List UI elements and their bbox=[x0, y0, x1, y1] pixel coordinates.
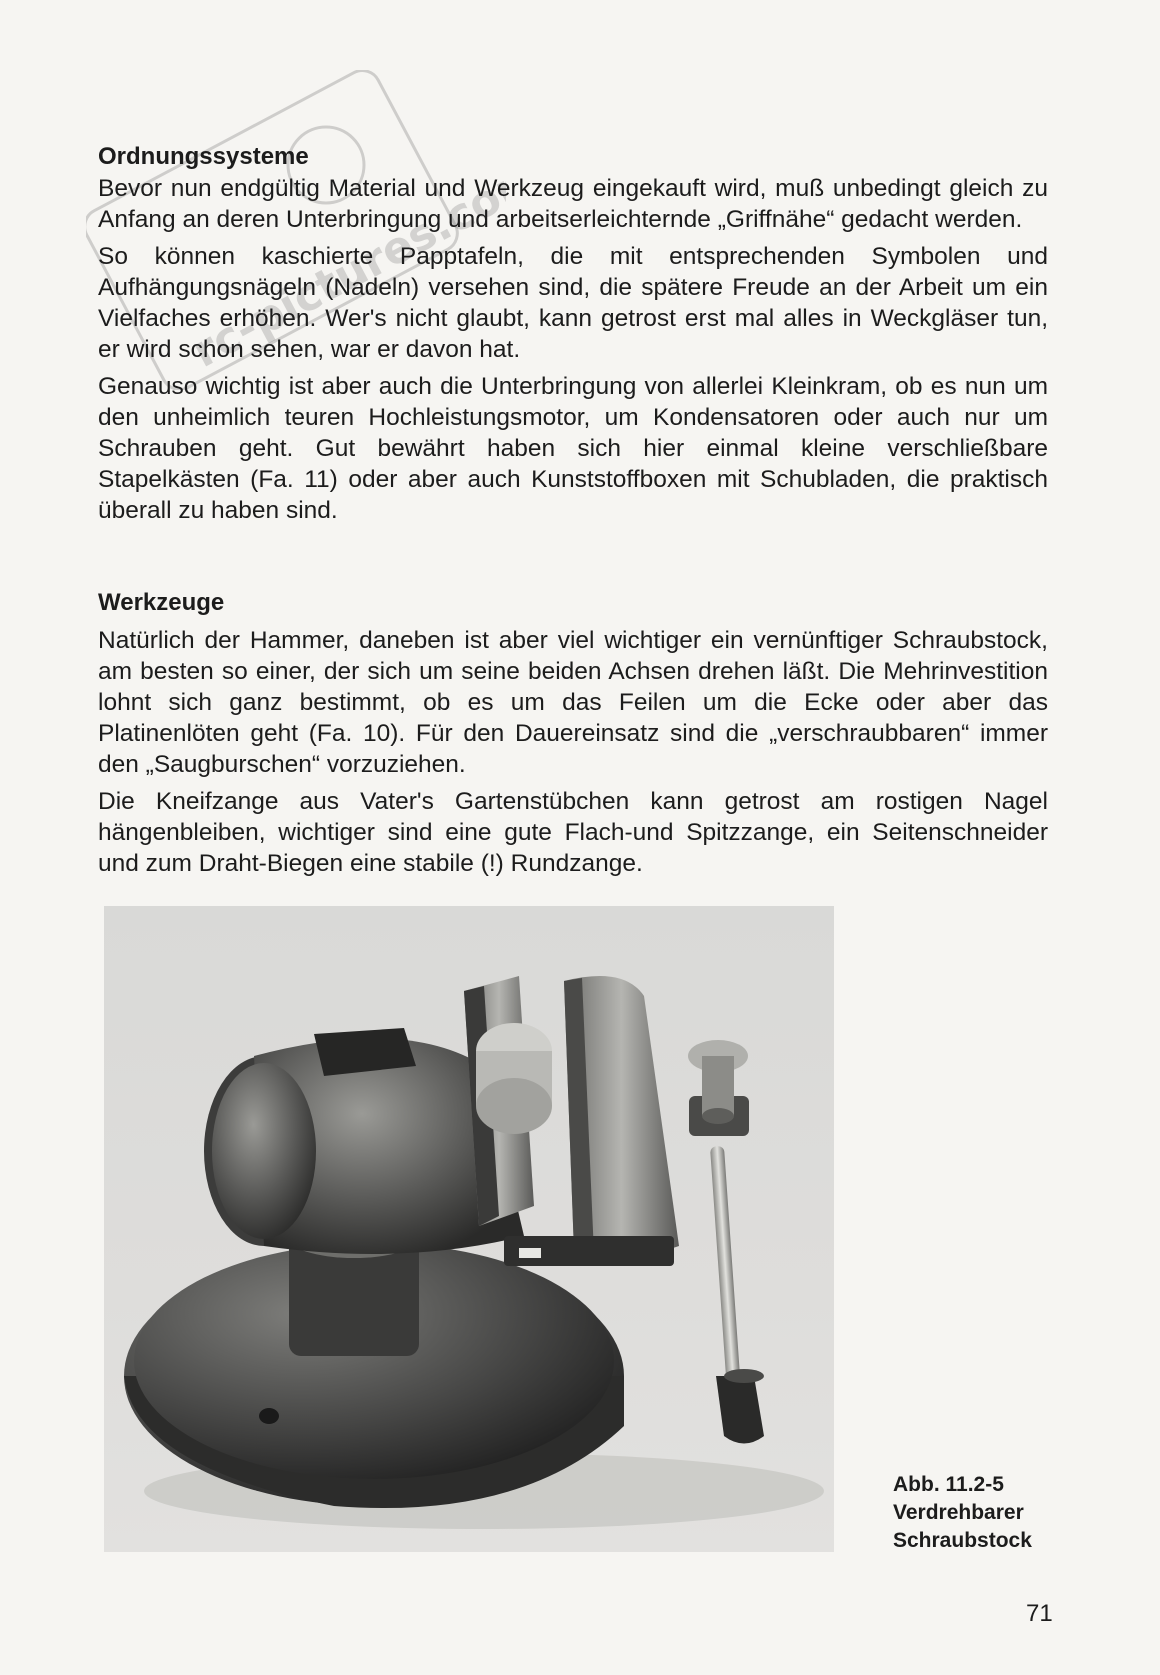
section-heading: Ordnungssysteme bbox=[98, 143, 309, 170]
caption-title-line: Schraubstock bbox=[893, 1529, 1032, 1552]
paragraph: Natürlich der Hammer, daneben ist aber viel wichtiger ein vernünftiger Schraubstock, am besten so einer, der sich um seine beiden Achsen drehen läßt. Die Mehrinvestition lohnt sich ganz bestimmt, ob es um das Feilen um die Ecke oder aber das Platinenlöten geht (Fa. 10). Für den Dauereinsatz sind die „verschraubbaren“ immer den „Saugburschen“ vorzuziehen. bbox=[98, 627, 1048, 778]
paragraph: Genauso wichtig ist aber auch die Unterbringung von allerlei Kleinkram, ob es nun um den unheimlich teuren Hochleistungsmotor, um Kondensatoren oder auch nur um Schrauben geht. Gut bewährt haben sich hier einmal kleine verschließbare Stapelkästen (Fa. 11) oder aber auch Kunststoffboxen mit Schubladen, die praktisch überall zu haben sind. bbox=[98, 373, 1048, 524]
paragraph: Die Kneifzange aus Vater's Gartenstübchen kann getrost am rostigen Nagel hängenbleiben, wichtiger sind eine gute Flach-und Spitzzange, ein Seitenschneider und zum Draht-Biegen eine stabile (!) Rundzange. bbox=[98, 788, 1048, 877]
paragraph: So können kaschierte Papptafeln, die mit entsprechenden Symbolen und Aufhängungsnägeln (Nadeln) versehen sind, die spätere Freude an der Arbeit um ein Vielfaches erhöhen. Wer's nicht glaubt, kann getrost erst mal alles in Weckgläser tun, er wird schon sehen, war er davon hat. bbox=[98, 243, 1048, 363]
section-heading: Werkzeuge bbox=[98, 589, 225, 616]
page-number: 71 bbox=[1026, 1600, 1053, 1627]
section-werkzeuge bbox=[98, 587, 1048, 885]
caption-title-line: Verdrehbarer bbox=[893, 1501, 1024, 1524]
vise-photo bbox=[104, 906, 834, 1552]
svg-text:rc-pictures.com: rc-pictures.com bbox=[184, 150, 506, 378]
figure-caption bbox=[893, 1471, 1032, 1555]
caption-figure-number: Abb. 11.2-5 bbox=[893, 1473, 1004, 1496]
paragraph: Bevor nun endgültig Material und Werkzeug eingekauft wird, muß unbedingt gleich zu Anfang an deren Unterbringung und arbeitserleichternde „Griffnähe“ gedacht werden. bbox=[98, 175, 1048, 233]
section-ordnungssysteme bbox=[98, 141, 1048, 532]
